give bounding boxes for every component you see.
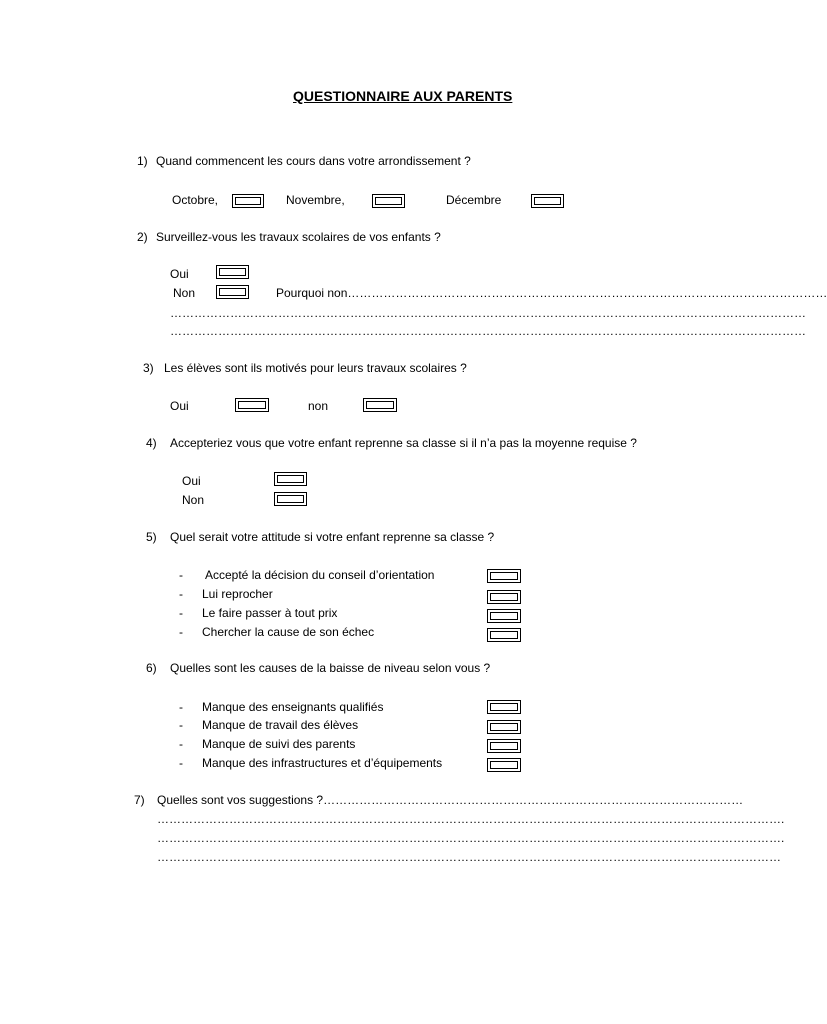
q6-bullet: - [179, 700, 183, 714]
q2-oui-checkbox[interactable] [216, 265, 249, 279]
q5-option-1-checkbox[interactable] [487, 569, 521, 583]
q5-option-2-label: Lui reprocher [202, 587, 273, 601]
question-6-text: Quelles sont les causes de la baisse de niveau selon vous ? [170, 661, 491, 675]
q5-option-2-checkbox[interactable] [487, 590, 521, 604]
q4-oui-checkbox[interactable] [274, 472, 307, 486]
question-6-number: 6) [146, 661, 157, 675]
q2-dotted-line-2: …………………………………………………………………………………………………………………………………………… [170, 324, 806, 338]
q2-option-oui-label: Oui [170, 267, 189, 281]
q6-option-1-label: Manque des enseignants qualifiés [202, 700, 384, 714]
question-3-number: 3) [143, 361, 154, 375]
q3-non-checkbox[interactable] [363, 398, 397, 412]
q6-option-2-label: Manque de travail des élèves [202, 718, 359, 732]
q4-non-checkbox[interactable] [274, 492, 307, 506]
q4-option-non-label: Non [182, 493, 205, 507]
q1-novembre-checkbox[interactable] [372, 194, 405, 208]
q6-option-4-checkbox[interactable] [487, 758, 521, 772]
q2-option-non-label: Non [173, 286, 196, 300]
q5-bullet: - [179, 606, 183, 620]
q3-oui-checkbox[interactable] [235, 398, 269, 412]
q7-dotted-line-3: ………………………………………………………………………………………………………………………………………… [157, 850, 781, 864]
q5-bullet: - [179, 587, 183, 601]
q6-option-3-checkbox[interactable] [487, 739, 521, 753]
q2-non-checkbox[interactable] [216, 285, 249, 299]
q1-option-decembre-label: Décembre [446, 193, 502, 207]
question-2-text: Surveillez-vous les travaux scolaires de vos enfants ? [156, 230, 441, 244]
q5-bullet: - [179, 568, 183, 582]
q6-option-3-label: Manque de suivi des parents [202, 737, 356, 751]
question-4-number: 4) [146, 436, 157, 450]
q6-option-4-label: Manque des infrastructures et d’équipements [202, 756, 443, 770]
q1-option-octobre-label: Octobre, [172, 193, 219, 207]
q5-option-3-checkbox[interactable] [487, 609, 521, 623]
q7-dotted-line-1: …………………………………………………………………………………………………………………………………………. [157, 812, 785, 826]
question-5-text: Quel serait votre attitude si votre enfant reprenne sa classe ? [170, 530, 495, 544]
question-5-number: 5) [146, 530, 157, 544]
question-1-text: Quand commencent les cours dans votre arrondissement ? [156, 154, 471, 168]
q7-dotted-line-2: …………………………………………………………………………………………………………………………………………. [157, 831, 785, 845]
q3-option-non-label: non [308, 399, 329, 413]
q2-dotted-line-1: …………………………………………………………………………………………………………………………………………… [170, 306, 806, 320]
question-3-text: Les élèves sont ils motivés pour leurs travaux scolaires ? [164, 361, 467, 375]
q6-bullet: - [179, 756, 183, 770]
question-2-number: 2) [137, 230, 148, 244]
q1-decembre-checkbox[interactable] [531, 194, 564, 208]
q2-why-label: Pourquoi non………………………………………………………………………………………………………… [276, 286, 827, 300]
q5-option-4-checkbox[interactable] [487, 628, 521, 642]
q5-option-3-label: Le faire passer à tout prix [202, 606, 338, 620]
question-7-number: 7) [134, 793, 145, 807]
q6-bullet: - [179, 718, 183, 732]
q3-option-oui-label: Oui [170, 399, 189, 413]
q1-octobre-checkbox[interactable] [232, 194, 264, 208]
question-4-text: Accepteriez vous que votre enfant reprenne sa classe si il n’a pas la moyenne requise ? [170, 436, 637, 450]
q6-bullet: - [179, 737, 183, 751]
q5-option-1-label: Accepté la décision du conseil d’orientation [205, 568, 435, 582]
q4-option-oui-label: Oui [182, 474, 201, 488]
q6-option-2-checkbox[interactable] [487, 720, 521, 734]
q5-bullet: - [179, 625, 183, 639]
question-1-number: 1) [137, 154, 148, 168]
page-title: QUESTIONNAIRE AUX PARENTS [293, 88, 513, 104]
q6-option-1-checkbox[interactable] [487, 700, 521, 714]
q1-option-novembre-label: Novembre, [286, 193, 345, 207]
q5-option-4-label: Chercher la cause de son échec [202, 625, 375, 639]
question-7-text: Quelles sont vos suggestions ?…………………………………………………………………………………………… [157, 793, 744, 807]
